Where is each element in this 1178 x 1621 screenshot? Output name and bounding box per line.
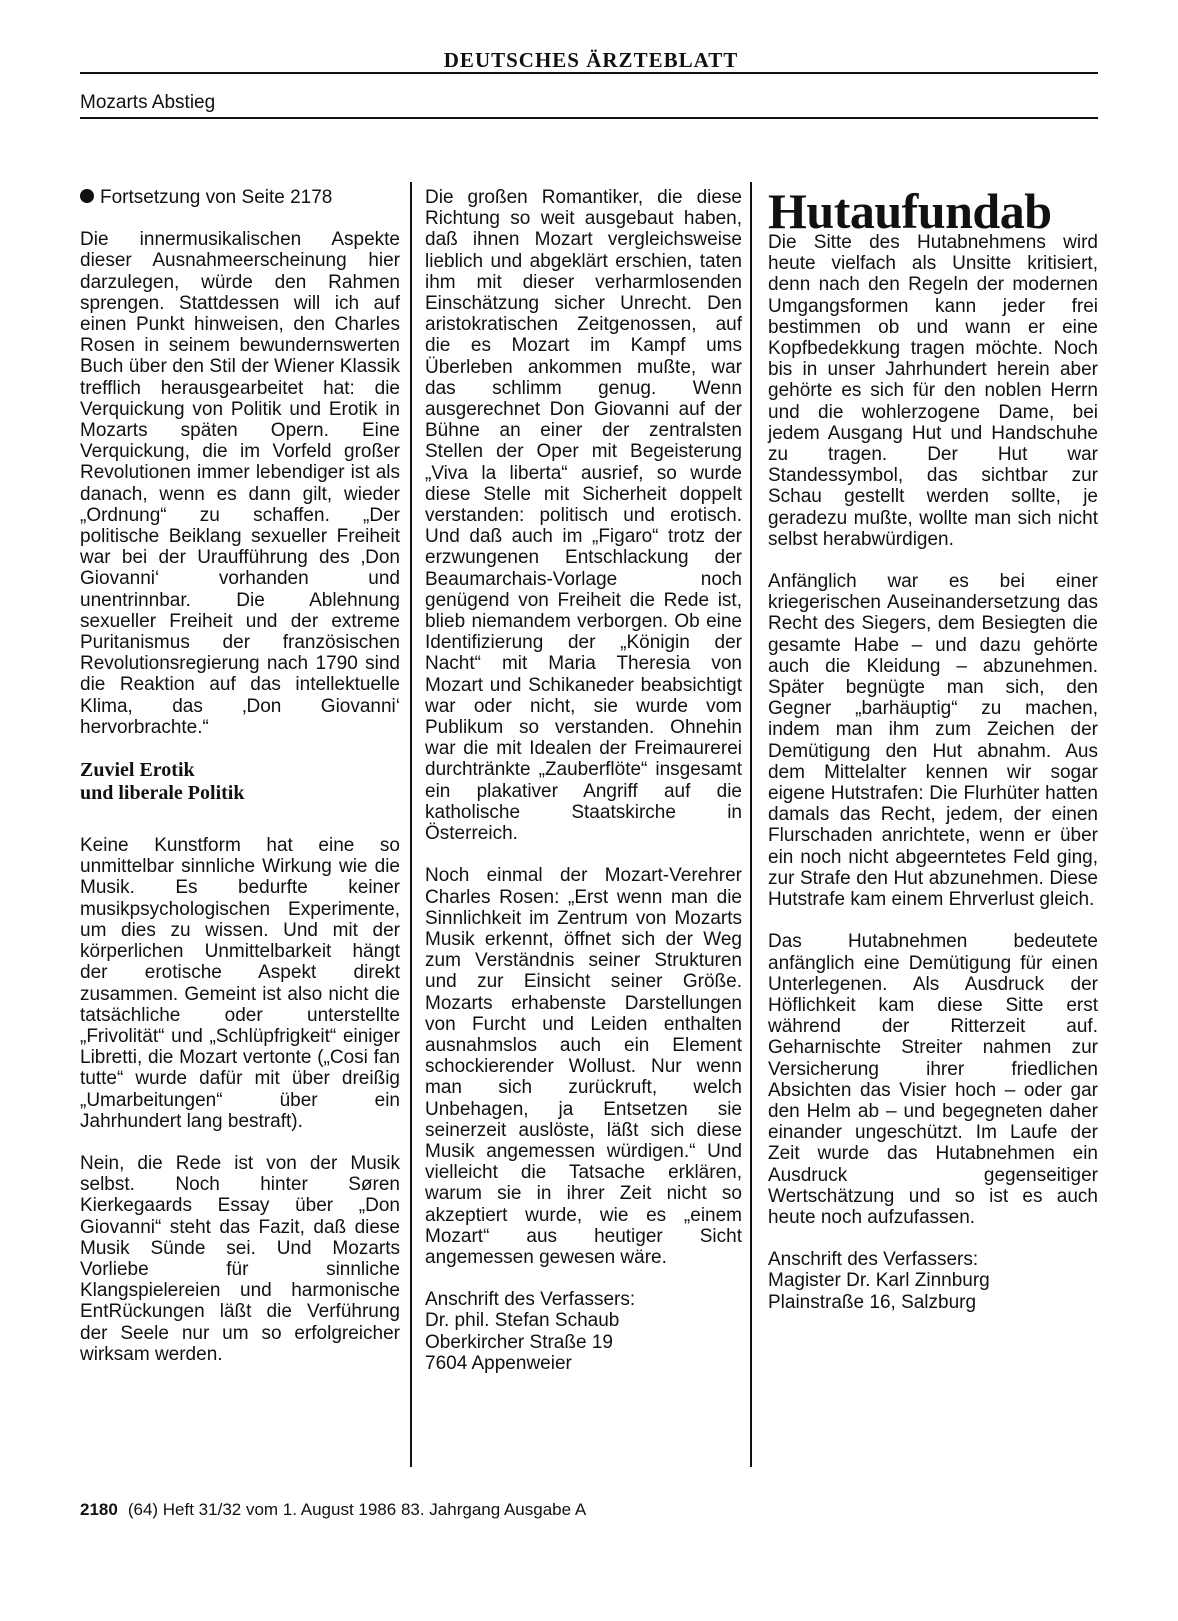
paragraph: Noch einmal der Mozart-Verehrer Charles Rosen: „Erst wenn man die Sinnlichkeit im Zentrum von Mozarts Musik erkennt, öffnet sich der Weg zum Verständnis seiner Strukturen und zur Einsicht seiner Größe. Mozarts erhabenste Darstellungen von Furcht und Leiden enthalten ausnahmslos auch ein Element schockierender Wollust. Nur wenn man sich zurückruft, welch Unbehagen, ja Entsetzen sie seinerzeit auslöste, läßt sich diese Musik angemessen würdigen.“ Und vielleicht die Tatsache erklären, warum sie in ihrer Zeit nicht so akzeptiert wurde, wie es „einem Mozart“ aus heutiger Sicht angemessen gewesen wäre. bbox=[425, 865, 742, 1268]
masthead: DEUTSCHES ÄRZTEBLATT bbox=[443, 48, 739, 72]
author-address: Anschrift des Verfassers: Magister Dr. Karl Zinnburg Plainstraße 16, Salzburg bbox=[768, 1249, 990, 1313]
header-rule bbox=[80, 117, 1098, 119]
article-title: Hutaufundab bbox=[768, 183, 1052, 239]
page-footer bbox=[80, 1500, 586, 1520]
page-number: 2180 bbox=[80, 1500, 118, 1519]
article-column-3 bbox=[768, 232, 1098, 1313]
paragraph: Die großen Romantiker, die diese Richtung so weit ausgebaut haben, daß ihnen Mozart vergleichsweise lieblich und abgeklärt erschien, taten ihm mit dieser verharmlosenden Einschätzung sicher Unrecht. Den aristokratischen Zeitgenossen, auf die es Mozart im Kampf ums Überleben ankommen mußte, war das schlimm genug. Wenn ausgerechnet Don Giovanni auf der Bühne an einer der zentralsten Stellen der Oper mit Begeisterung „Viva la liberta“ ausrief, so wurde diese Stelle mit Sicherheit doppelt verstanden: politisch und erotisch. Und daß auch im „Figaro“ trotz der erzwungenen Entschlackung der Beaumarchais-Vorlage noch genügend von Freiheit die Rede ist, blieb niemandem verborgen. Ob eine Identifizierung der „Königin der Nacht“ mit Maria Theresia von Mozart und Schikaneder beabsichtigt war oder nicht, sie wurde vom Publikum so verstanden. Ohnehin war die mit Idealen der Freimaurerei durchtränkte „Zauberflöte“ insgesamt ein plakativer Angriff auf die katholische Staatskirche in Österreich. bbox=[425, 187, 742, 845]
masthead-rule bbox=[80, 72, 1098, 74]
paragraph: Das Hutabnehmen bedeutete anfänglich eine Demütigung für einen Unterlegenen. Als Ausdruck der Höflichkeit kam diese Sitte erst während der Ritterzeit auf. Geharnischte Streiter nahmen zur Versicherung ihrer friedlichen Absichten das Visier hoch – oder gar den Helm ab – und begegneten daher einander ungeschützt. Im Laufe der Zeit wurde das Hutabnehmen ein Ausdruck gegenseitiger Wertschätzung und so ist es auch heute noch aufzufassen. bbox=[768, 931, 1098, 1228]
continuation-note: Fortsetzung von Seite 2178 bbox=[80, 187, 400, 208]
issue-info: (64) Heft 31/32 vom 1. August 1986 83. Jahrgang Ausgabe A bbox=[127, 1500, 587, 1519]
paragraph: Keine Kunstform hat eine so unmittelbar sinnliche Wirkung wie die Musik. Es bedurfte keiner musikpsychologischen Experimente, um dies zu wissen. Und mit der körperlichen Unmittelbarkeit hängt der erotische Aspekt direkt zusammen. Gemeint ist also nicht die tatsächliche oder unterstellte „Frivolität“ und „Schlüpfrigkeit“ einiger Libretti, die Mozart vertonte („Cosi fan tutte“ wurde dafür mit über dreißig „Umarbeitungen“ über ein Jahrhundert lang bestraft). bbox=[80, 835, 400, 1132]
paragraph: Nein, die Rede ist von der Musik selbst. Noch hinter Søren Kierkegaards Essay über „Don Giovanni“ steht das Fazit, daß diese Musik Sünde sei. Und Mozarts Vorliebe für sinnliche Klangspielereien und harmonische EntRückungen läßt die Verführung der Seele nur um so erfolgreicher wirksam werden. bbox=[80, 1152, 400, 1365]
subheading: Zuviel Erotik und liberale Politik bbox=[80, 759, 245, 805]
paragraph: Die Sitte des Hutabnehmens wird heute vielfach als Unsitte kritisiert, denn nach den Regeln der modernen Umgangsformen kann jeder frei bestimmen ob und wann er eine Kopfbedekkung tragen möchte. Noch bis in unser Jahrhundert herein aber gehörte es sich für den noblen Herrn und die wohlerzogene Dame, bei jedem Ausgang Hut und Handschuhe zu tragen. Der Hut war Standessymbol, das sichtbar zur Schau gestellt werden sollte, je geradezu mußte, wollte man sich nicht selbst herabwürdigen. bbox=[768, 232, 1098, 550]
paragraph: Die innermusikalischen Aspekte dieser Ausnahmeerscheinung hier darzulegen, würde den Rahmen sprengen. Stattdessen will ich auf einen Punkt hinweisen, den Charles Rosen in seinem bewundernswerten Buch über den Stil der Wiener Klassik trefflich herausgearbeitet hat: die Verquickung von Politik und Erotik in Mozarts späten Opern. Eine Verquickung, die im Vorfeld großer Revolutionen immer lebendiger ist als danach, wenn es dann gilt, wieder „Ordnung“ zu schaffen. „Der politische Beiklang sexueller Freiheit war bei der Uraufführung des ‚Don Giovanni‘ vorhanden und unentrinnbar. Die Ablehnung sexueller Freiheit und der extreme Puritanismus der französischen Revolutionsregierung nach 1790 sind die Reaktion auf das intellektuelle Klima, das ‚Don Giovanni‘ hervorbrachte.“ bbox=[80, 229, 400, 738]
bullet-icon bbox=[80, 189, 94, 203]
paragraph: Anfänglich war es bei einer kriegerischen Auseinandersetzung das Recht des Siegers, dem Besiegten die gesamte Habe – und dazu gehörte auch die Kleidung – abzunehmen. Später begnügte man sich, den Gegner „barhäuptig“ zu machen, indem man ihm zum Zeichen der Demütigung den Hut abnahm. Aus dem Mittelalter kennen wir sogar eigene Hutstrafen: Die Flurhüter hatten damals das Recht, jedem, der einen Flurschaden anrichtete, wenn er über ein noch nicht abgeerntetes Feld ging, zur Strafe den Hut abzunehmen. Diese Hutstrafe kam einem Ehrverlust gleich. bbox=[768, 571, 1098, 911]
author-address: Anschrift des Verfassers: Dr. phil. Stefan Schaub Oberkircher Straße 19 7604 Appenweier bbox=[425, 1289, 636, 1374]
section-label: Mozarts Abstieg bbox=[80, 92, 216, 113]
article-column-1 bbox=[80, 187, 400, 1386]
column-divider-right bbox=[750, 182, 752, 1467]
article-column-2 bbox=[425, 187, 742, 1374]
column-divider-left bbox=[410, 182, 412, 1467]
